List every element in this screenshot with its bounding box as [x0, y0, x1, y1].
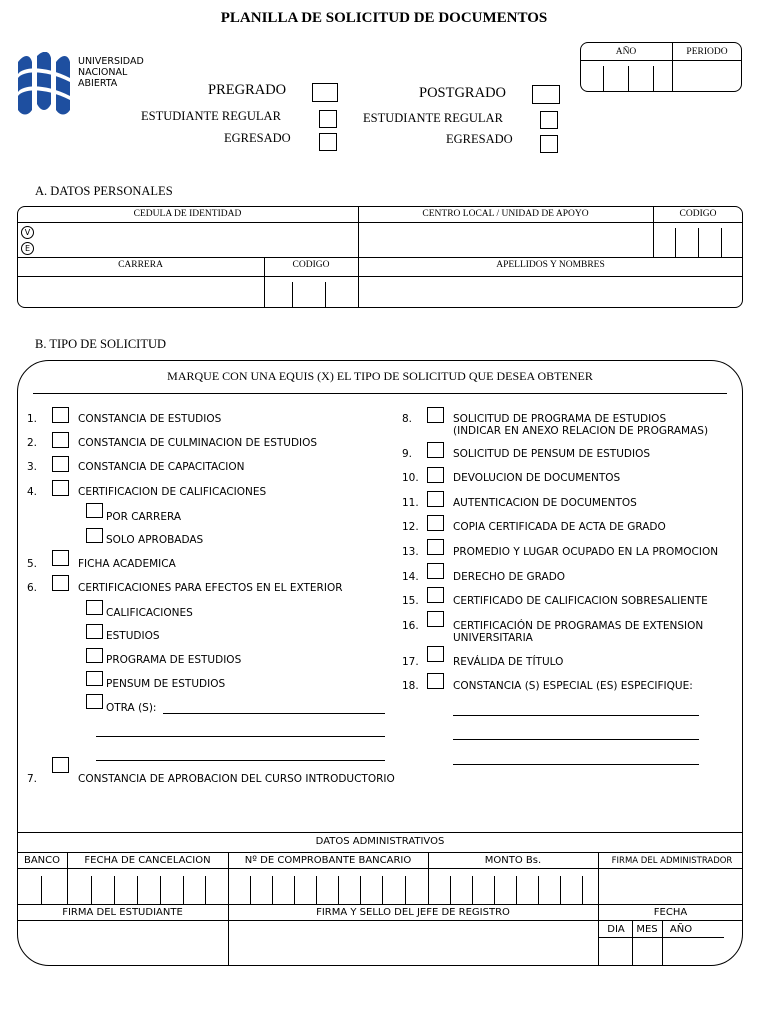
- section-b-title: B. TIPO DE SOLICITUD: [35, 337, 167, 351]
- item-16-checkbox[interactable]: [427, 611, 444, 627]
- item-17-num: 17.: [402, 656, 419, 668]
- pregrado-regular-checkbox[interactable]: [319, 110, 337, 128]
- university-line2: NACIONAL: [78, 67, 128, 78]
- item-9-checkbox[interactable]: [427, 442, 444, 458]
- especifique-line-1[interactable]: [453, 715, 699, 716]
- firma-estudiante-field[interactable]: [18, 921, 227, 965]
- item-4-checkbox[interactable]: [52, 480, 69, 496]
- sub6-programa-label: PROGRAMA DE ESTUDIOS: [106, 654, 242, 666]
- especifique-line-2[interactable]: [453, 739, 699, 740]
- centro-field[interactable]: [359, 223, 652, 256]
- carrera-codigo-header: CODIGO: [292, 260, 330, 270]
- fecha-cancelacion-header: FECHA DE CANCELACION: [84, 855, 211, 866]
- sub6-otra-checkbox[interactable]: [86, 694, 103, 709]
- item-2-num: 2.: [27, 437, 38, 449]
- instruction-text: MARQUE CON UNA EQUIS (X) EL TIPO DE SOLICITUD QUE DESEA OBTENER: [167, 369, 593, 383]
- item-1-checkbox[interactable]: [52, 407, 69, 423]
- firma-jefe-field[interactable]: [229, 921, 597, 965]
- sub6-programa-checkbox[interactable]: [86, 648, 103, 663]
- especifique-line-3[interactable]: [453, 764, 699, 765]
- otra-line-2[interactable]: [96, 736, 385, 737]
- cedula-header: CEDULA DE IDENTIDAD: [133, 209, 242, 219]
- item-8-label2: (INDICAR EN ANEXO RELACION DE PROGRAMAS): [453, 425, 709, 437]
- fecha-header: FECHA: [653, 907, 688, 918]
- item-3-num: 3.: [27, 461, 38, 473]
- postgrado-label: POSTGRADO: [419, 85, 507, 101]
- item-11-num: 11.: [402, 497, 419, 509]
- pregrado-regular-label: ESTUDIANTE REGULAR: [141, 109, 281, 123]
- firma-estudiante-header: FIRMA DEL ESTUDIANTE: [62, 907, 183, 918]
- item-4-label: CERTIFICACION DE CALIFICACIONES: [78, 486, 267, 498]
- university-name: [78, 56, 144, 89]
- sub6-pensum-checkbox[interactable]: [86, 671, 103, 686]
- sub6-otra-label: OTRA (S):: [106, 702, 157, 714]
- e-option[interactable]: E: [21, 242, 34, 255]
- sub4-solo-aprobadas-checkbox[interactable]: [86, 528, 103, 543]
- item-18-num: 18.: [402, 680, 419, 692]
- banco-header: BANCO: [23, 855, 61, 866]
- item-2-checkbox[interactable]: [52, 432, 69, 448]
- item-12-num: 12.: [402, 521, 419, 533]
- sub6-calificaciones-checkbox[interactable]: [86, 600, 103, 615]
- item-17-checkbox[interactable]: [427, 646, 444, 662]
- item-6-num: 6.: [27, 582, 38, 594]
- item-13-label: PROMEDIO Y LUGAR OCUPADO EN LA PROMOCION: [453, 546, 719, 558]
- item-18-checkbox[interactable]: [427, 673, 444, 689]
- year-label: AÑO: [615, 47, 637, 57]
- item-5-num: 5.: [27, 558, 38, 570]
- firma-admin-header: FIRMA DEL ADMINISTRADOR: [611, 856, 733, 866]
- otra-line-3[interactable]: [96, 760, 385, 761]
- item-1-label: CONSTANCIA DE ESTUDIOS: [78, 413, 222, 425]
- pregrado-egresado-label: EGRESADO: [224, 131, 291, 145]
- item-13-num: 13.: [402, 546, 419, 558]
- item-9-label: SOLICITUD DE PENSUM DE ESTUDIOS: [453, 448, 651, 460]
- period-label: PERIODO: [686, 47, 728, 57]
- item-7-num: 7.: [27, 773, 38, 785]
- v-option[interactable]: V: [21, 226, 34, 239]
- apellidos-header: APELLIDOS Y NOMBRES: [496, 260, 605, 270]
- item-16-label: CERTIFICACIÓN DE PROGRAMAS DE EXTENSION: [453, 620, 704, 632]
- firma-jefe-header: FIRMA Y SELLO DEL JEFE DE REGISTRO: [316, 907, 510, 918]
- item-6-label: CERTIFICACIONES PARA EFECTOS EN EL EXTERIOR: [78, 582, 343, 594]
- item-7-checkbox[interactable]: [52, 757, 69, 773]
- dia-header: DIA: [607, 924, 625, 935]
- item-14-label: DERECHO DE GRADO: [453, 571, 566, 583]
- item-3-label: CONSTANCIA DE CAPACITACION: [78, 461, 245, 473]
- item-7-label: CONSTANCIA DE APROBACION DEL CURSO INTRODUCTORIO: [78, 773, 395, 785]
- sub4-por-carrera-label: POR CARRERA: [106, 511, 182, 523]
- sub4-por-carrera-checkbox[interactable]: [86, 503, 103, 518]
- item-8-checkbox[interactable]: [427, 407, 444, 423]
- item-15-num: 15.: [402, 595, 419, 607]
- comprobante-header: Nº DE COMPROBANTE BANCARIO: [244, 855, 412, 866]
- item-18-label: CONSTANCIA (S) ESPECIAL (ES) ESPECIFIQUE:: [453, 680, 693, 692]
- item-3-checkbox[interactable]: [52, 456, 69, 472]
- item-8-num: 8.: [402, 413, 413, 425]
- university-line1: UNIVERSIDAD: [78, 56, 144, 67]
- sub6-pensum-label: PENSUM DE ESTUDIOS: [106, 678, 226, 690]
- item-12-checkbox[interactable]: [427, 515, 444, 531]
- item-11-checkbox[interactable]: [427, 491, 444, 507]
- item-1-num: 1.: [27, 413, 38, 425]
- item-15-checkbox[interactable]: [427, 587, 444, 603]
- page-title: PLANILLA DE SOLICITUD DE DOCUMENTOS: [220, 10, 548, 26]
- item-8-label: SOLICITUD DE PROGRAMA DE ESTUDIOS: [453, 413, 667, 425]
- sub6-estudios-checkbox[interactable]: [86, 624, 103, 639]
- carrera-header: CARRERA: [118, 260, 163, 270]
- item-5-checkbox[interactable]: [52, 550, 69, 566]
- item-14-num: 14.: [402, 571, 419, 583]
- item-10-checkbox[interactable]: [427, 467, 444, 483]
- sub6-estudios-label: ESTUDIOS: [106, 630, 160, 642]
- otra-line-1[interactable]: [163, 713, 385, 714]
- admin-title: DATOS ADMINISTRATIVOS: [315, 836, 445, 847]
- monto-header: MONTO Bs.: [484, 855, 542, 866]
- item-17-label: REVÁLIDA DE TÍTULO: [453, 656, 564, 668]
- sub6-calificaciones-label: CALIFICACIONES: [106, 607, 193, 619]
- postgrado-checkbox[interactable]: [532, 85, 560, 104]
- university-line3: ABIERTA: [78, 78, 118, 89]
- postgrado-regular-checkbox[interactable]: [540, 111, 558, 129]
- anio-header: AÑO: [669, 924, 693, 935]
- item-15-label: CERTIFICADO DE CALIFICACION SOBRESALIENTE: [453, 595, 708, 607]
- item-10-num: 10.: [402, 472, 419, 484]
- centro-header: CENTRO LOCAL / UNIDAD DE APOYO: [422, 209, 589, 219]
- item-4-num: 4.: [27, 486, 38, 498]
- postgrado-regular-label: ESTUDIANTE REGULAR: [363, 111, 503, 125]
- pregrado-egresado-checkbox[interactable]: [319, 133, 337, 151]
- mes-header: MES: [636, 924, 658, 935]
- item-2-label: CONSTANCIA DE CULMINACION DE ESTUDIOS: [78, 437, 318, 449]
- item-11-label: AUTENTICACION DE DOCUMENTOS: [453, 497, 637, 509]
- pregrado-label: PREGRADO: [208, 82, 287, 98]
- item-10-label: DEVOLUCION DE DOCUMENTOS: [453, 472, 621, 484]
- item-16-num: 16.: [402, 620, 419, 632]
- sub4-solo-aprobadas-label: SOLO APROBADAS: [106, 534, 204, 546]
- postgrado-egresado-label: EGRESADO: [446, 132, 513, 146]
- item-12-label: COPIA CERTIFICADA DE ACTA DE GRADO: [453, 521, 666, 533]
- university-logo: [16, 52, 74, 116]
- codigo-header: CODIGO: [679, 209, 717, 219]
- postgrado-egresado-checkbox[interactable]: [540, 135, 558, 153]
- item-9-num: 9.: [402, 448, 413, 460]
- pregrado-checkbox[interactable]: [312, 83, 338, 102]
- item-16-label2: UNIVERSITARIA: [453, 632, 533, 644]
- item-6-checkbox[interactable]: [52, 575, 69, 591]
- item-5-label: FICHA ACADEMICA: [78, 558, 176, 570]
- section-a-title: A. DATOS PERSONALES: [35, 184, 173, 198]
- item-14-checkbox[interactable]: [427, 563, 444, 579]
- firma-admin-field[interactable]: [599, 869, 742, 903]
- item-13-checkbox[interactable]: [427, 539, 444, 555]
